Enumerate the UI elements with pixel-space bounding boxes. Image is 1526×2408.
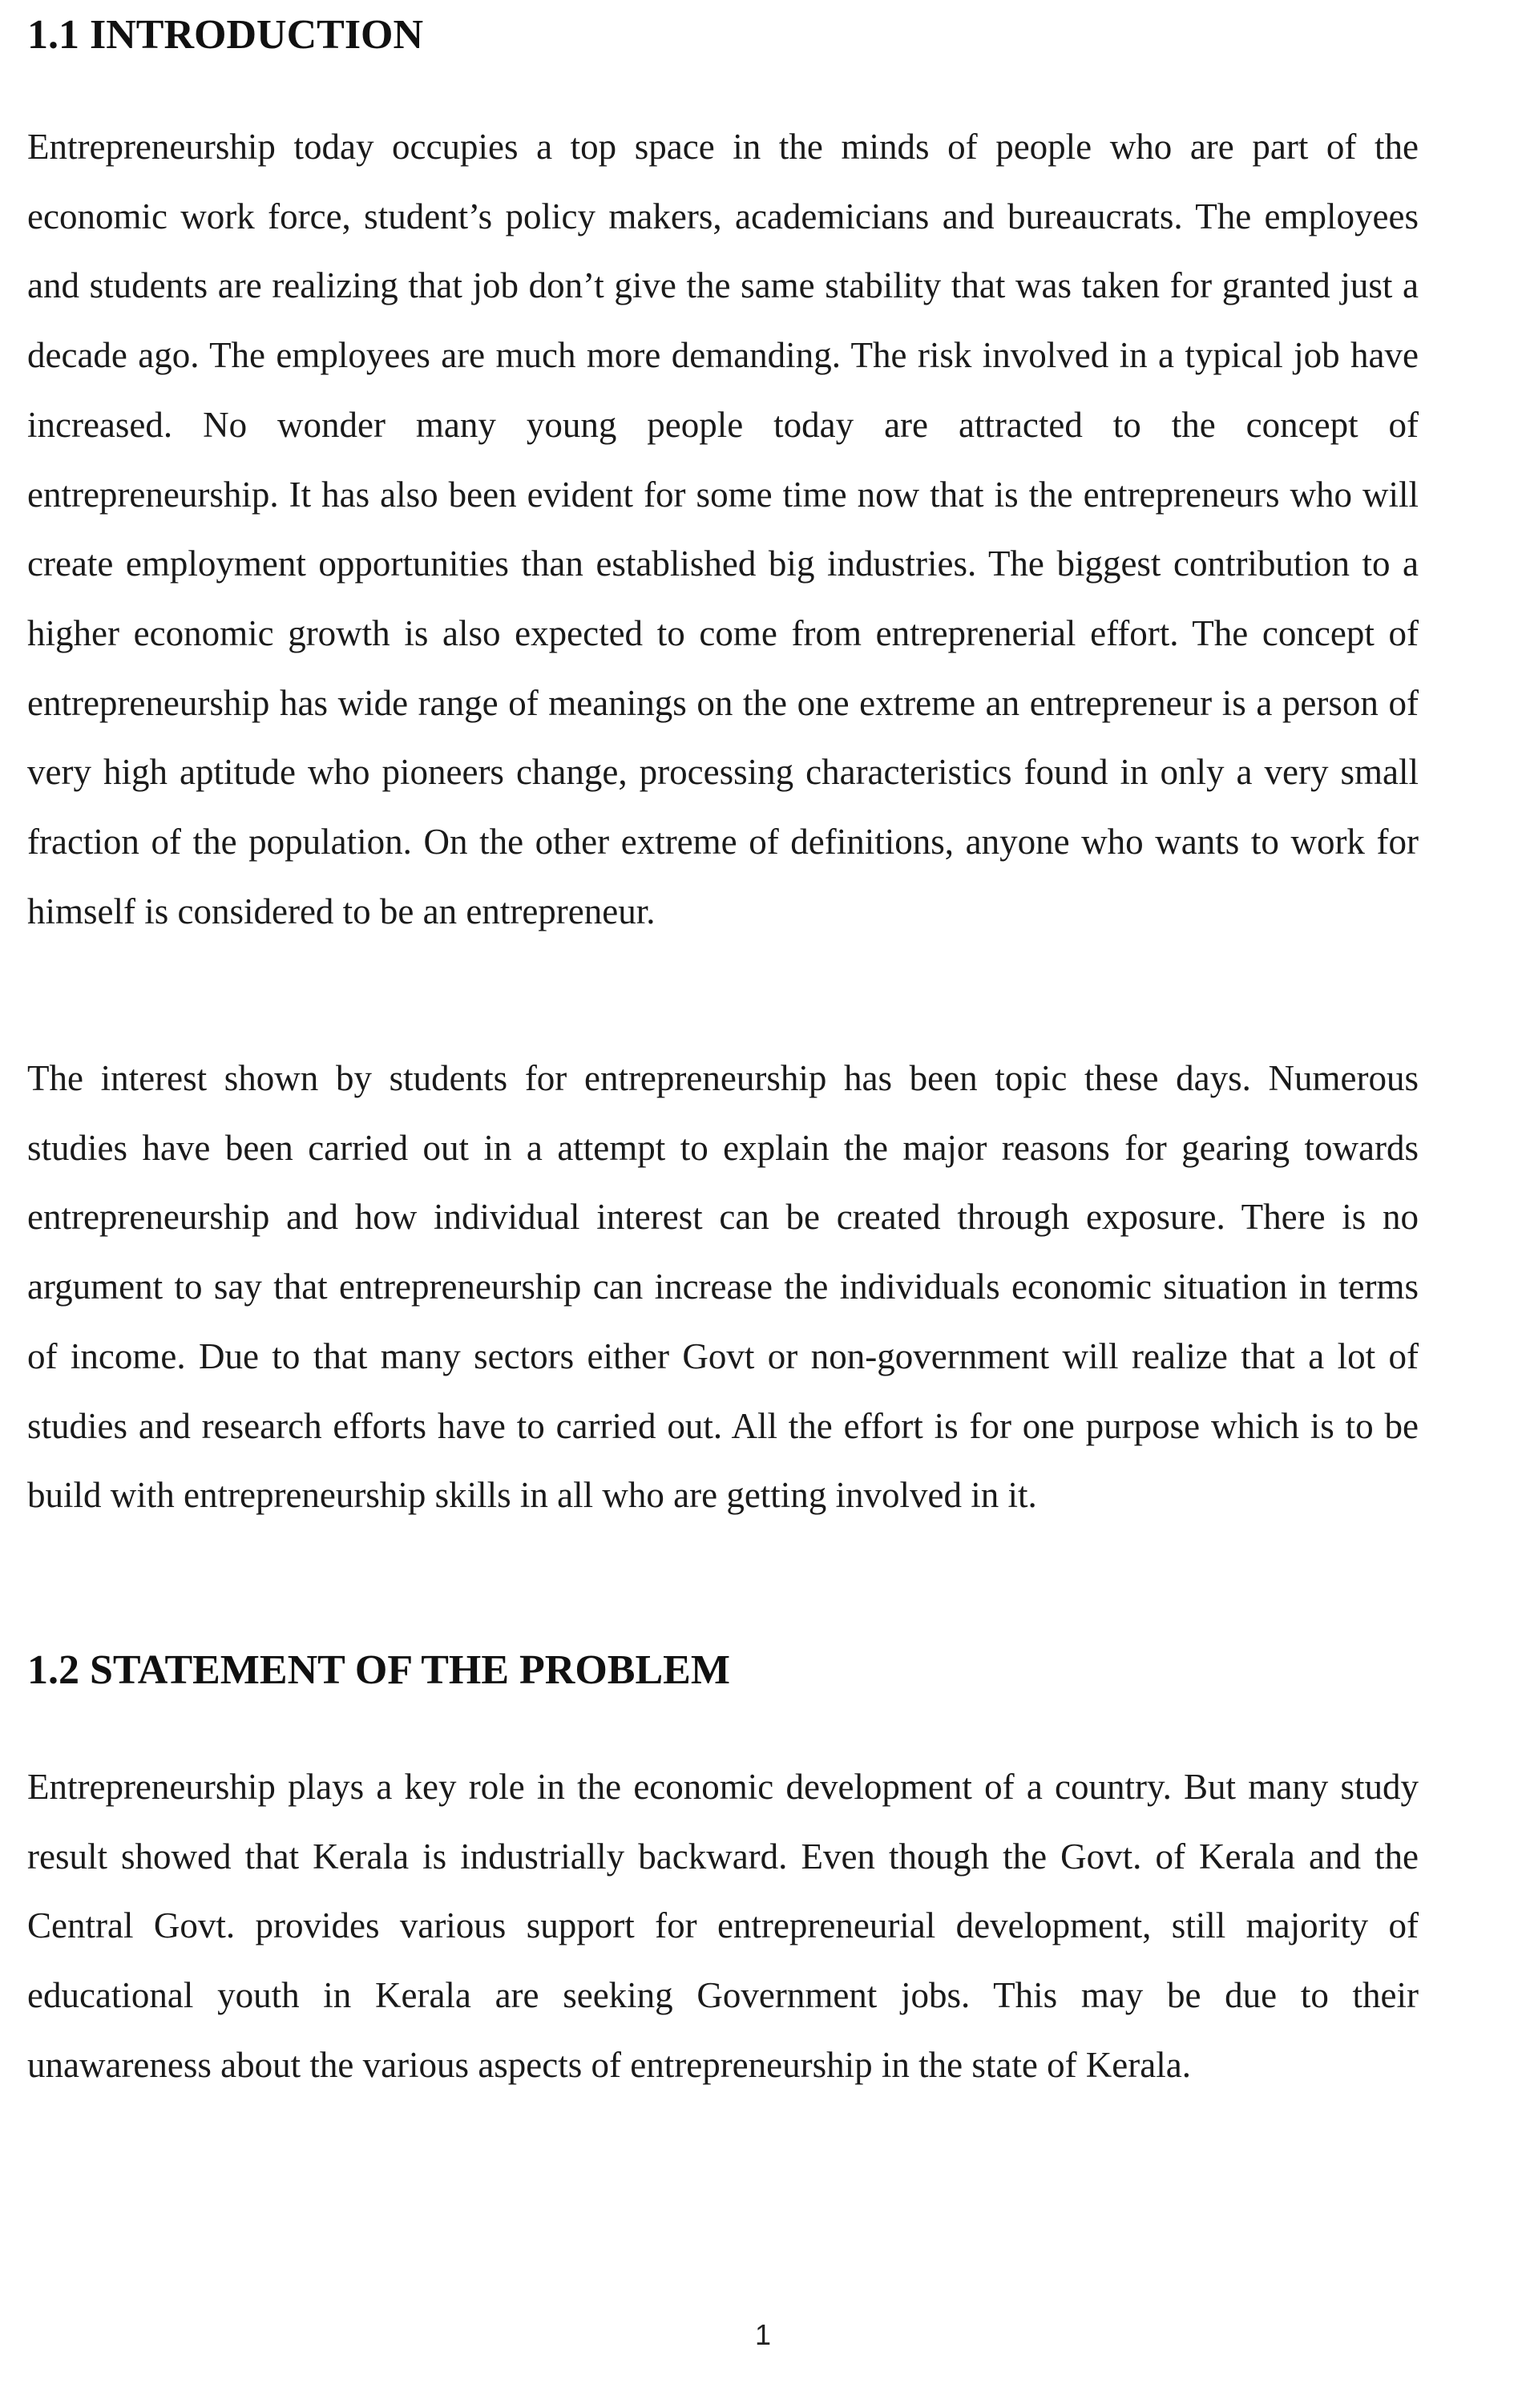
page-number: 1 xyxy=(754,2318,772,2351)
introduction-paragraph-2: The interest shown by students for entrepreneurship has been topic these days. Numerous studies have been carried out in a attempt to explain the major reasons for gearing towards entrepreneurship and how individual interest can be created through exposure. There is no argument to say that entrepreneurship can increase the individuals economic situation in terms of income. Due to that many sectors either Govt or non-government will realize that a lot of studies and research efforts have to carried out. All the effort is for one purpose which is to be build with entrepreneurship skills in all who are getting involved in it. xyxy=(27,1058,1419,1516)
introduction-paragraph-1: Entrepreneurship today occupies a top space in the minds of people who are part of the economic work force, student’s policy makers, academicians and bureaucrats. The employees and students are realizing that job don’t give the same stability that was taken for granted just a decade ago. The employees are much more demanding. The risk involved in a typical job have increased. No wonder many young people today are attracted to the concept of entrepreneurship. It has also been evident for some time now that is the entrepreneurs who will create employment opportunities than established big industries. The biggest contribution to a higher economic growth is also expected to come from entreprenerial effort. The concept of entrepreneurship has wide range of meanings on the one extreme an entrepreneur is a person of very high aptitude who pioneers change, processing characteristics found in only a very small fraction of the population. On the other extreme of definitions, anyone who wants to work for himself is considered to be an entrepreneur. xyxy=(27,127,1419,931)
section-heading-statement-of-problem: 1.2 STATEMENT OF THE PROBLEM xyxy=(27,1647,730,1693)
section-heading-introduction: 1.1 INTRODUCTION xyxy=(27,12,424,58)
problem-statement-paragraph: Entrepreneurship plays a key role in the economic development of a country. But many study result showed that Kerala is industrially backward. Even though the Govt. of Kerala and the Central Govt. provides various support for entrepreneurial development, still majority of educational youth in Kerala are seeking Government jobs. This may be due to their unawareness about the various aspects of entrepreneurship in the state of Kerala. xyxy=(27,1767,1419,2085)
